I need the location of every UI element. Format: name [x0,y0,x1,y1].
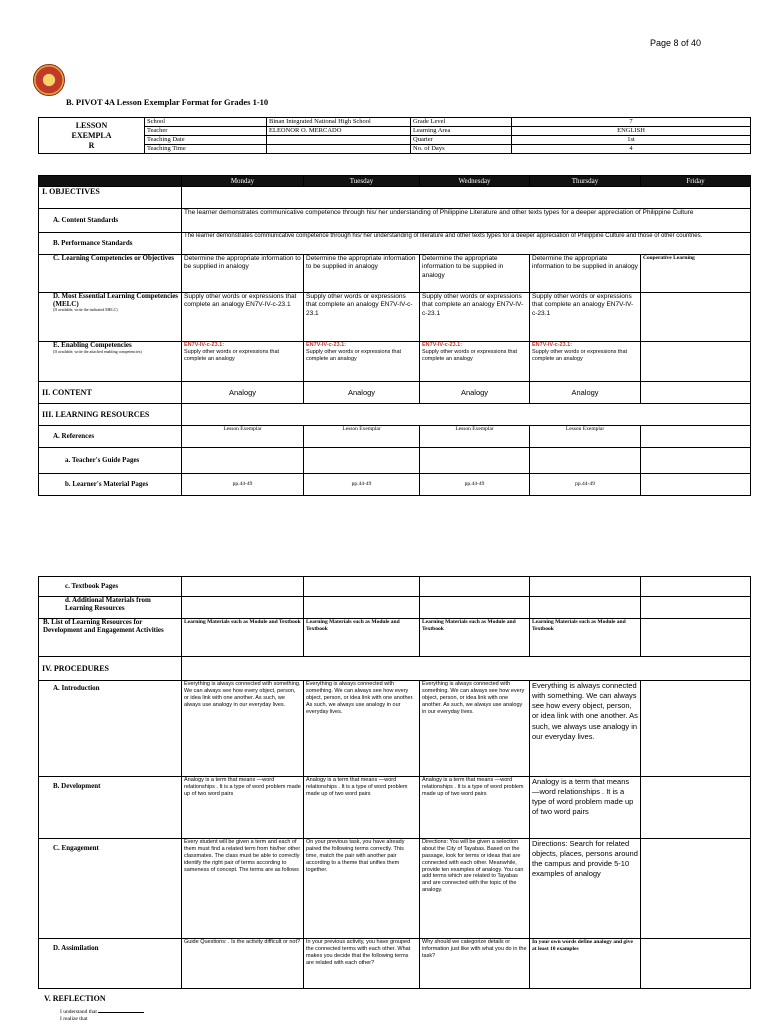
am-tuesday [304,597,420,619]
development-label: B. Development [39,777,182,839]
procedures-blank [182,657,751,681]
enabling-note: (If available, write the attached enabling competencies) [53,348,142,354]
day-friday: Friday [641,176,751,187]
lesson-plan-table-lower [38,576,751,989]
intro-monday: Everything is always connected with something. We can always see how every object, person, or idea link with one another. As such, we always use analogy in our everyday lives. [182,681,304,777]
teachers-guide-label: a. Teacher's Guide Pages [39,448,182,474]
grade-level-value: 7 [512,118,751,127]
reflection-heading: V. REFLECTION [44,994,106,1003]
competency-friday: Cooperative Learning [641,255,751,293]
teaching-time-value [267,145,411,154]
assim-thursday: In your own words define analogy and give at least 10 examples [530,939,641,989]
intro-thursday: Everything is always connected with something. We can always see how every object, person, or idea link with one another. As such, we always use analogy in our everyday lives. [530,681,641,777]
lm-wednesday: pp.44-49 [420,474,530,496]
school-label: School [145,118,267,127]
eng-thursday: Directions: Search for related objects, places, persons around the campus and provide 5-10 examples of analogy [530,839,641,939]
enabling-thursday: EN7V-IV-c-23.1: Supply other words or expressions that complete an analogy [530,342,641,382]
melc-note: (If available, write the indicated MELC) [53,307,118,313]
content-friday [641,382,751,404]
quarter-value: 1st [512,136,751,145]
assimilation-label: D. Assimilation [39,939,182,989]
performance-standards-text: The learner demonstrates communicative competence through his/ her understanding of literature and other texts types for a deeper appreciation of Philippine Culture and those of other countries. [182,233,751,255]
melc-friday [641,293,751,342]
lesson-info-table [38,117,751,154]
tg-tuesday [304,448,420,474]
am-thursday [530,597,641,619]
school-value: Binan Integrated National High School [267,118,411,127]
melc-tuesday: Supply other words or expressions that complete an analogy EN7V-IV-c-23.1 [304,293,420,342]
tb-friday [641,577,751,597]
learners-material-label: b. Learner's Material Pages [39,474,182,496]
learning-resources-blank [182,404,751,426]
assim-friday [641,939,751,989]
melc-wednesday: Supply other words or expressions that complete an analogy EN7V-IV-c-23.1 [420,293,530,342]
page-number: Page 8 of 40 [650,38,702,48]
tg-wednesday [420,448,530,474]
am-wednesday [420,597,530,619]
procedures-heading: IV. PROCEDURES [39,657,182,681]
content-heading: II. CONTENT [39,382,182,404]
list-tuesday: Learning Materials such as Module and Textbook [304,619,420,657]
tg-monday [182,448,304,474]
enabling-competencies-label: E. Enabling Competencies (If available, write the attached enabling competencies) [39,342,182,382]
assim-wednesday: Why should we categorize details or information just like with what you do in the task? [420,939,530,989]
tb-thursday [530,577,641,597]
days-label: No. of Days [411,145,512,154]
references-tuesday: Lesson Exemplar [304,426,420,448]
days-value: 4 [512,145,751,154]
intro-tuesday: Everything is always connected with something. We can always see how every object, person, or idea link with one another. As such, we always use analogy in our everyday lives. [304,681,420,777]
list-of-resources-label: B. List of Learning Resources for Development and Engagement Activities [39,619,182,657]
references-wednesday: Lesson Exemplar [420,426,530,448]
competency-tuesday: Determine the appropriate information to be supplied in analogy [304,255,420,293]
eng-tuesday: On your previous task, you have already paired the following terms correctly. This time, match the pair with another pair according to a theme that unifies them together. [304,839,420,939]
eng-monday: Every student will be given a term and each of them must find a related term from his/her other classmates. The class must be able to correctly identify the right pair of terms according to sameness of concept. The terms are as follows [182,839,304,939]
list-friday [641,619,751,657]
eng-friday [641,839,751,939]
teaching-time-label: Teaching Time [145,145,267,154]
tb-monday [182,577,304,597]
enabling-friday [641,342,751,382]
competency-thursday: Determine the appropriate information to be supplied in analogy [530,255,641,293]
textbook-pages-label: c. Textbook Pages [39,577,182,597]
references-monday: Lesson Exemplar [182,426,304,448]
learning-resources-heading: III. LEARNING RESOURCES [39,404,182,426]
content-thursday: Analogy [530,382,641,404]
document-title: B. PIVOT 4A Lesson Exemplar Format for Grades 1-10 [66,97,269,107]
melc-thursday: Supply other words or expressions that complete an analogy EN7V-IV-c-23.1 [530,293,641,342]
assim-monday: Guide Questions: . Is the activity difficult or not? [182,939,304,989]
learning-competencies-label: C. Learning Competencies or Objectives [39,255,182,293]
teacher-value: ELEONOR O. MERCADO [267,127,411,136]
grade-level-label: Grade Level [411,118,512,127]
engagement-label: C. Engagement [39,839,182,939]
objectives-heading: I. OBJECTIVES [39,187,182,209]
day-header-blank [39,176,182,187]
lesson-plan-table-upper [38,175,751,496]
learning-area-label: Learning Area [411,127,512,136]
dev-thursday: Analogy is a term that means —word relationships . It is a type of word problem made up of two word pairs [530,777,641,839]
lm-monday: pp.44-49 [182,474,304,496]
enabling-wednesday: EN7V-IV-c-23.1: Supply other words or expressions that complete an analogy [420,342,530,382]
list-wednesday: Learning Materials such as Module and Textbook [420,619,530,657]
dev-wednesday: Analogy is a term that means —word relationships . It is a type of word problem made up of two word pairs [420,777,530,839]
content-standards-text: The learner demonstrates communicative competence through his/ her understanding of Philippine Literature and other texts types for a deeper appreciation of Philippine Culture [182,209,751,233]
fill-in-blank [98,1008,144,1013]
references-thursday: Lesson Exemplar [530,426,641,448]
am-monday [182,597,304,619]
day-wednesday: Wednesday [420,176,530,187]
list-thursday: Learning Materials such as Module and Textbook [530,619,641,657]
day-tuesday: Tuesday [304,176,420,187]
competency-wednesday: Determine the appropriate information to be supplied in analogy [420,255,530,293]
intro-friday [641,681,751,777]
am-friday [641,597,751,619]
intro-wednesday: Everything is always connected with something. We can always see how every object, person, or idea link with one another. As such, we always use analogy in our everyday lives. [420,681,530,777]
enabling-tuesday: EN7V-IV-c-23.1: Supply other words or expressions that complete an analogy [304,342,420,382]
references-label: A. References [39,426,182,448]
introduction-label: A. Introduction [39,681,182,777]
tg-friday [641,448,751,474]
learning-area-value: ENGLISH [512,127,751,136]
dev-friday [641,777,751,839]
objectives-blank [182,187,751,209]
lesson-exemplar-label: LESSON EXEMPLA R [39,118,145,154]
eng-wednesday: Directions: You will be given a selection about the City of Tayabas. Based on the passage, look for terms or ideas that are connected with each other. Meanwhile, provide ten examples of analogy. You can add terms which are related to Tayabas and are connected with the topic of the analogy. [420,839,530,939]
lm-tuesday: pp.44-49 [304,474,420,496]
tb-tuesday [304,577,420,597]
tb-wednesday [420,577,530,597]
teaching-date-value [267,136,411,145]
content-wednesday: Analogy [420,382,530,404]
content-tuesday: Analogy [304,382,420,404]
enabling-monday: EN7V-IV-c-23.1: Supply other words or expressions that complete an analogy [182,342,304,382]
competency-monday: Determine the appropriate information to be supplied in analogy [182,255,304,293]
melc-label: D. Most Essential Learning Competencies (MELC) (If available, write the indicated MELC) [39,293,182,342]
lm-thursday: pp.44-49 [530,474,641,496]
reflection-line-realize: I realize that [60,1016,88,1022]
additional-materials-label: d. Additional Materials from Learning Resources [39,597,182,619]
assim-tuesday: In your previous activity, you have grouped the connected terms with each other. What makes you decide that the following terms are related with each other? [304,939,420,989]
dev-monday: Analogy is a term that means —word relationships . It is a type of word problem made up of two word pairs [182,777,304,839]
teaching-date-label: Teaching Date [145,136,267,145]
performance-standards-label: B. Performance Standards [39,233,182,255]
school-seal-logo [33,64,65,96]
content-standards-label: A. Content Standards [39,209,182,233]
dev-tuesday: Analogy is a term that means —word relationships . It is a type of word problem made up of two word pairs [304,777,420,839]
melc-monday: Supply other words or expressions that complete an analogy EN7V-IV-c-23.1 [182,293,304,342]
day-monday: Monday [182,176,304,187]
teacher-label: Teacher [145,127,267,136]
lm-friday [641,474,751,496]
references-friday [641,426,751,448]
day-thursday: Thursday [530,176,641,187]
quarter-label: Quarter [411,136,512,145]
tg-thursday [530,448,641,474]
reflection-line-understand: I understand that [60,1008,144,1015]
list-monday: Learning Materials such as Module and Textbook [182,619,304,657]
content-monday: Analogy [182,382,304,404]
day-header-row [39,176,751,187]
